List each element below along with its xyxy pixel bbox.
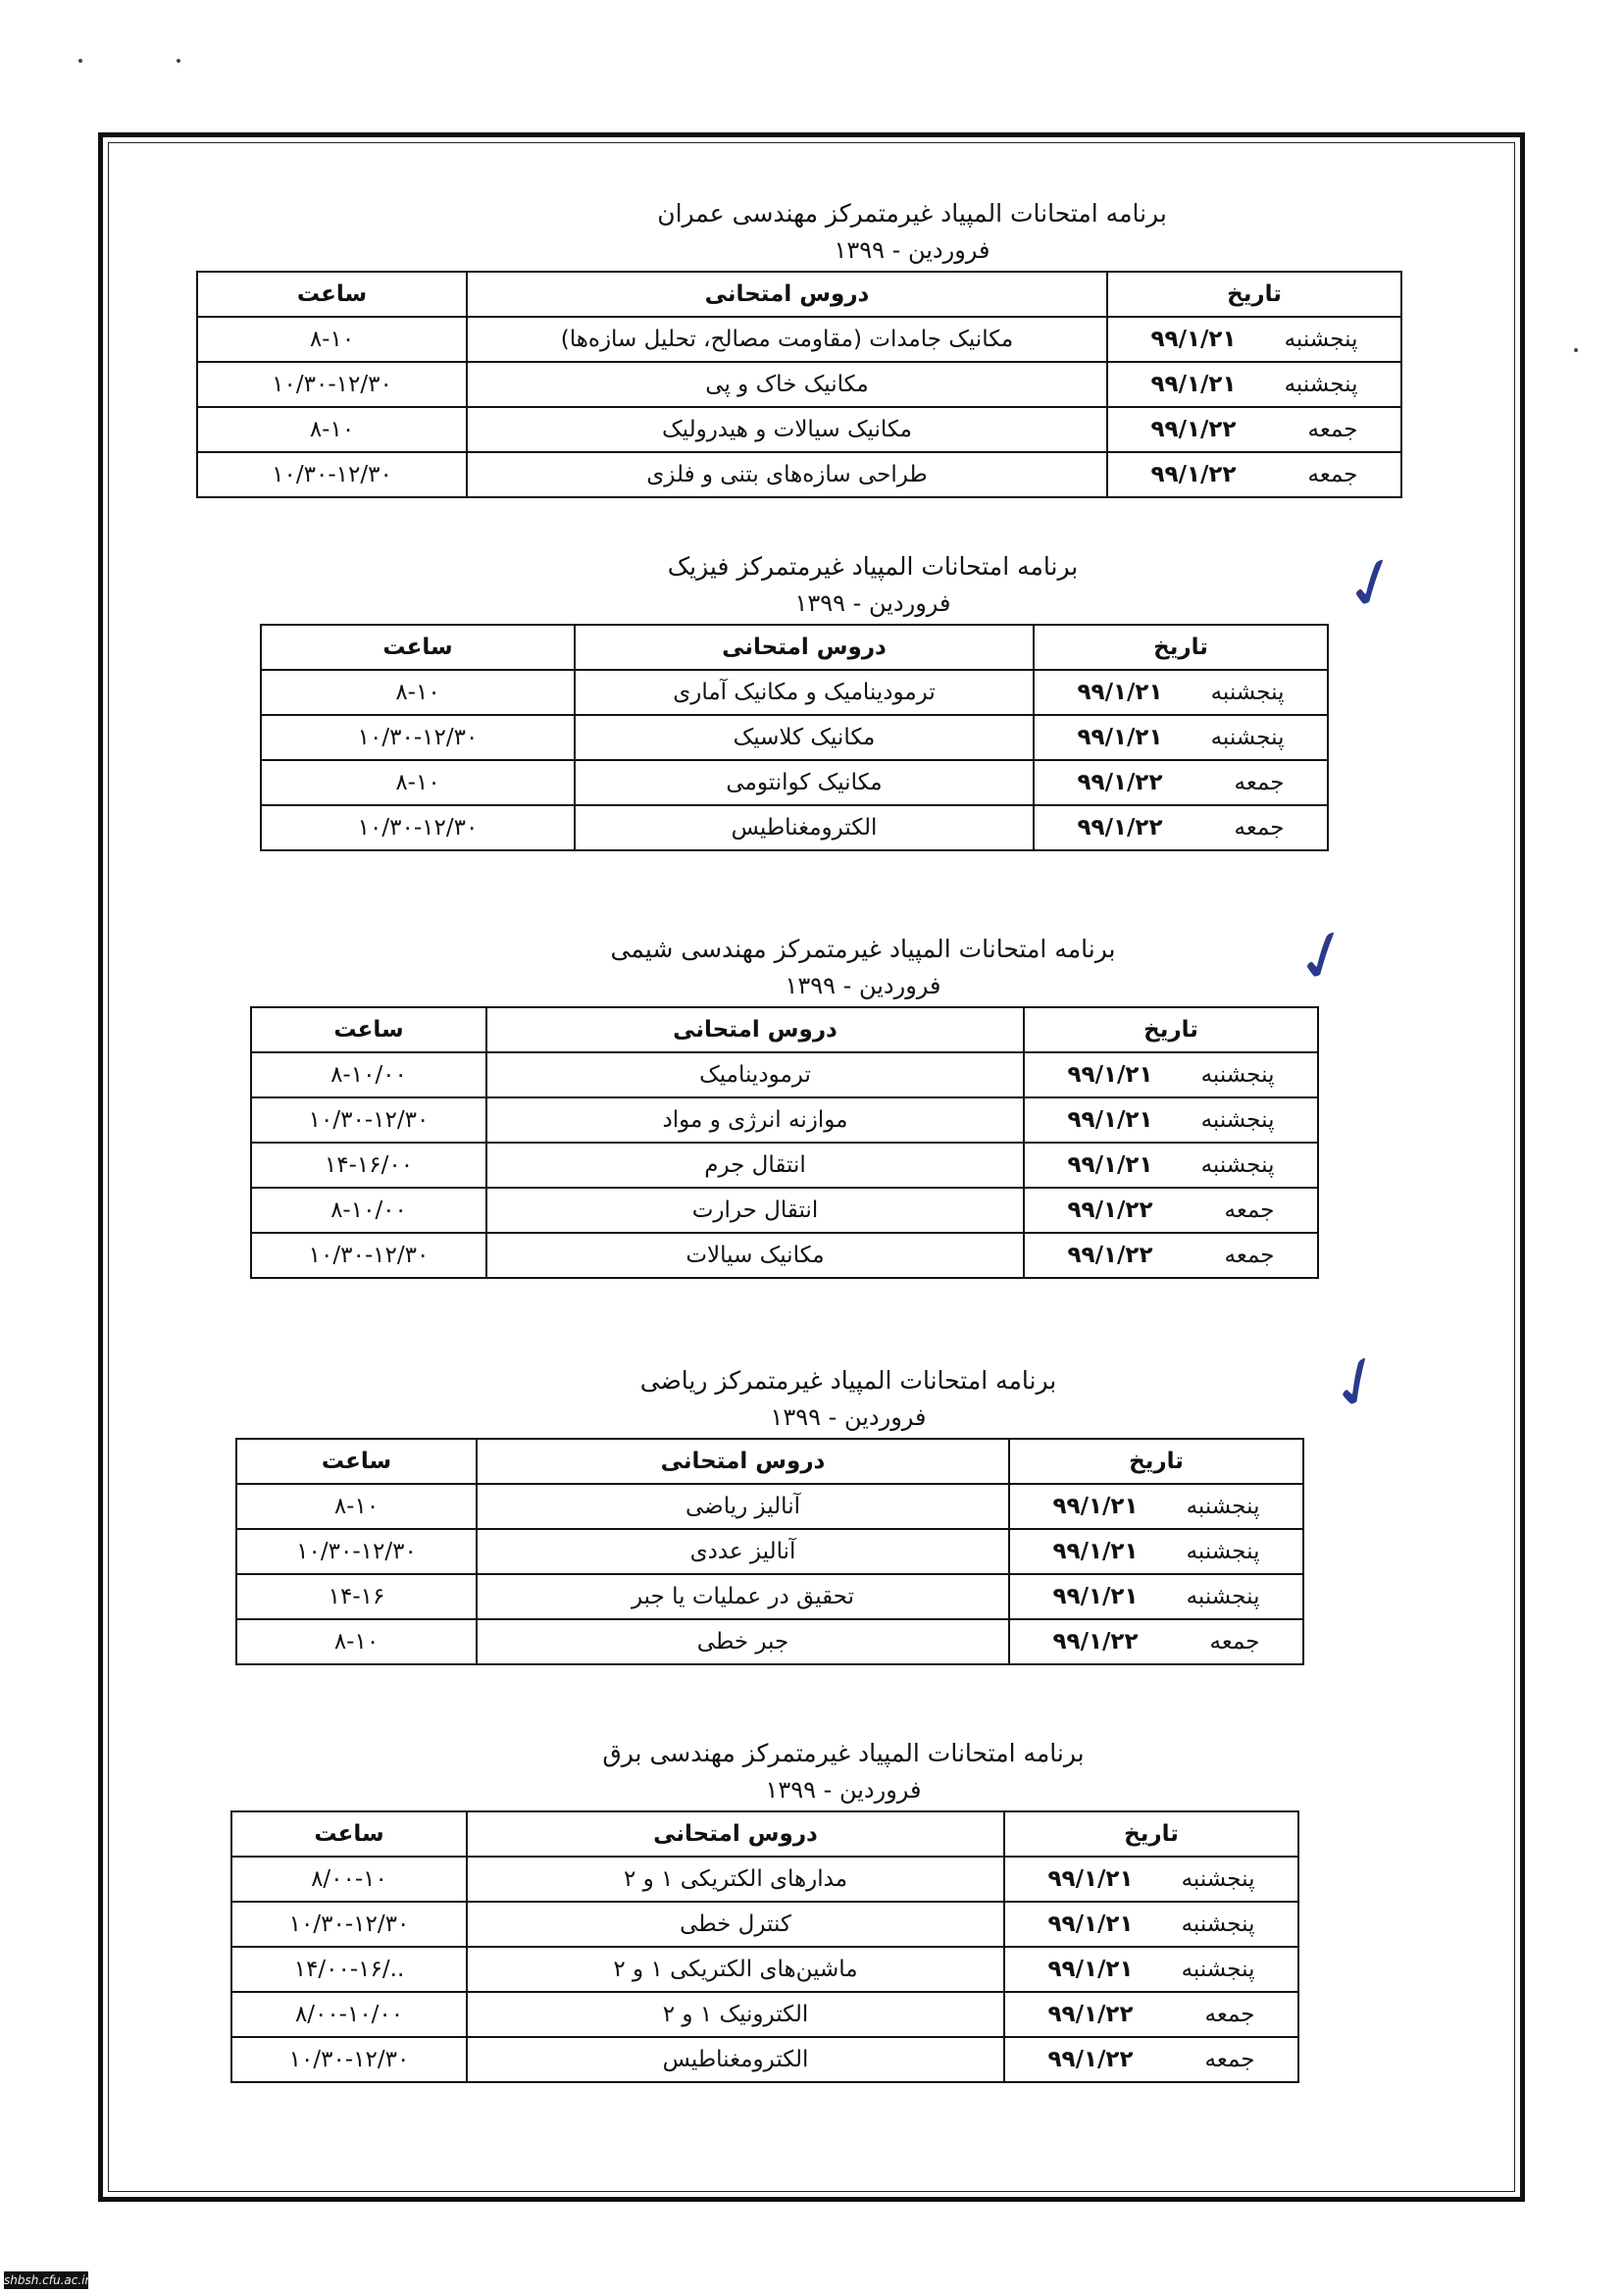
table-row — [261, 805, 1328, 850]
date-value: ۹۹/۱/۲۱ — [1150, 327, 1237, 352]
date-cell — [1107, 362, 1401, 407]
course-cell: مکانیک سیالات و هیدرولیک — [467, 407, 1107, 452]
course-cell: مکانیک جامدات (مقاومت مصالح، تحلیل سازه‌ها) — [467, 317, 1107, 362]
table-row — [231, 1857, 1298, 1902]
table-row — [251, 1188, 1318, 1233]
exam-table — [260, 624, 1329, 851]
day-label: پنجشنبه — [1200, 1107, 1275, 1133]
date-cell — [1107, 452, 1401, 497]
course-cell: الکترومغناطیس — [575, 805, 1034, 850]
day-label: پنجشنبه — [1210, 680, 1285, 705]
course-cell: ماشین‌های الکتریکی ۱ و ۲ — [467, 1947, 1004, 1992]
header-date: تاریخ — [1107, 272, 1401, 317]
section-chemical-engineering — [250, 932, 1319, 1279]
table-row — [231, 1902, 1298, 1947]
table-header-row — [231, 1811, 1298, 1857]
header-time: ساعت — [251, 1007, 486, 1052]
course-cell: مکانیک خاک و پی — [467, 362, 1107, 407]
day-label: پنجشنبه — [1186, 1539, 1260, 1564]
date-value: ۹۹/۱/۲۱ — [1047, 1866, 1134, 1892]
table-row — [231, 1947, 1298, 1992]
time-cell: ۱۰/۳۰-۱۲/۳۰ — [231, 1902, 467, 1947]
date-cell — [1024, 1188, 1318, 1233]
day-label: جمعه — [1204, 2047, 1255, 2072]
course-cell: آنالیز ریاضی — [477, 1484, 1009, 1529]
header-time: ساعت — [236, 1439, 477, 1484]
time-cell: ۸-۱۰/۰۰ — [251, 1188, 486, 1233]
day-label: پنجشنبه — [1284, 372, 1358, 397]
time-cell: ۱۴-۱۶ — [236, 1574, 477, 1619]
time-cell: ۱۴/۰۰-۱۶/.. — [231, 1947, 467, 1992]
scan-speck — [1574, 348, 1578, 352]
date-cell — [1107, 317, 1401, 362]
course-cell: موازنه انرژی و مواد — [486, 1097, 1024, 1143]
exam-table — [235, 1438, 1304, 1665]
course-cell: ترمودینامیک — [486, 1052, 1024, 1097]
section-subtitle: فروردین - ۱۳۹۹ — [794, 589, 951, 617]
exam-table — [250, 1006, 1319, 1279]
table-row — [236, 1619, 1303, 1664]
table-row — [197, 362, 1401, 407]
day-label: پنجشنبه — [1200, 1152, 1275, 1178]
date-cell — [1004, 1902, 1298, 1947]
date-cell — [1024, 1233, 1318, 1278]
date-cell — [1009, 1529, 1303, 1574]
day-label: جمعه — [1307, 462, 1358, 487]
date-cell — [1009, 1619, 1303, 1664]
date-cell — [1024, 1097, 1318, 1143]
date-cell — [1034, 805, 1328, 850]
time-cell: ۸-۱۰ — [261, 760, 575, 805]
date-value: ۹۹/۱/۲۲ — [1067, 1243, 1153, 1268]
date-cell — [1024, 1052, 1318, 1097]
site-watermark: shbsh.cfu.ac.ir — [4, 2273, 90, 2287]
course-cell: مکانیک کوانتومی — [575, 760, 1034, 805]
date-cell — [1009, 1484, 1303, 1529]
time-cell: ۸/۰۰-۱۰ — [231, 1857, 467, 1902]
time-cell: ۱۰/۳۰-۱۲/۳۰ — [261, 805, 575, 850]
day-label: پنجشنبه — [1181, 1866, 1255, 1892]
course-cell: انتقال جرم — [486, 1143, 1024, 1188]
date-cell — [1004, 1947, 1298, 1992]
date-value: ۹۹/۱/۲۲ — [1052, 1629, 1139, 1655]
table-row — [197, 317, 1401, 362]
course-cell: الکترومغناطیس — [467, 2037, 1004, 2082]
day-label: جمعه — [1224, 1243, 1275, 1268]
checkmark-icon: ✓ — [1332, 535, 1412, 632]
exam-table — [196, 271, 1402, 498]
table-row — [236, 1529, 1303, 1574]
date-cell — [1004, 2037, 1298, 2082]
header-course: دروس امتحانی — [486, 1007, 1024, 1052]
date-value: ۹۹/۱/۲۱ — [1052, 1539, 1139, 1564]
table-row — [251, 1233, 1318, 1278]
time-cell: ۸-۱۰ — [197, 317, 467, 362]
header-time: ساعت — [197, 272, 467, 317]
day-label: پنجشنبه — [1181, 1957, 1255, 1982]
time-cell: ۱۰/۳۰-۱۲/۳۰ — [236, 1529, 477, 1574]
day-label: جمعه — [1307, 417, 1358, 442]
time-cell: ۱۰/۳۰-۱۲/۳۰ — [251, 1097, 486, 1143]
checkmark-icon: ✓ — [1283, 908, 1363, 1004]
course-cell: طراحی سازه‌های بتنی و فلزی — [467, 452, 1107, 497]
scan-speck — [78, 59, 82, 63]
time-cell: ۱۴-۱۶/۰۰ — [251, 1143, 486, 1188]
course-cell: تحقیق در عملیات یا جبر — [477, 1574, 1009, 1619]
date-value: ۹۹/۱/۲۱ — [1077, 680, 1163, 705]
section-title: برنامه امتحانات المپیاد غیرمتمرکز فیزیک — [667, 552, 1079, 581]
table-row — [261, 760, 1328, 805]
header-course: دروس امتحانی — [575, 625, 1034, 670]
table-row — [251, 1052, 1318, 1097]
time-cell: ۸-۱۰ — [197, 407, 467, 452]
day-label: پنجشنبه — [1186, 1584, 1260, 1609]
day-label: پنجشنبه — [1186, 1494, 1260, 1519]
day-label: جمعه — [1209, 1629, 1260, 1655]
time-cell: ۸/۰۰-۱۰/۰۰ — [231, 1992, 467, 2037]
date-value: ۹۹/۱/۲۲ — [1077, 815, 1163, 841]
day-label: پنجشنبه — [1200, 1062, 1275, 1088]
header-time: ساعت — [261, 625, 575, 670]
day-label: پنجشنبه — [1210, 725, 1285, 750]
day-label: پنجشنبه — [1284, 327, 1358, 352]
checkmark-icon: ✓ — [1314, 1334, 1401, 1432]
time-cell: ۱۰/۳۰-۱۲/۳۰ — [197, 452, 467, 497]
time-cell: ۱۰/۳۰-۱۲/۳۰ — [197, 362, 467, 407]
date-cell — [1024, 1143, 1318, 1188]
header-course: دروس امتحانی — [467, 1811, 1004, 1857]
time-cell: ۸-۱۰ — [236, 1484, 477, 1529]
section-civil-engineering — [196, 196, 1402, 498]
date-cell — [1107, 407, 1401, 452]
day-label: جمعه — [1224, 1197, 1275, 1223]
date-value: ۹۹/۱/۲۲ — [1150, 417, 1237, 442]
date-value: ۹۹/۱/۲۲ — [1047, 2002, 1134, 2027]
table-row — [236, 1484, 1303, 1529]
section-mathematics — [235, 1363, 1304, 1665]
course-cell: مدارهای الکتریکی ۱ و ۲ — [467, 1857, 1004, 1902]
header-time: ساعت — [231, 1811, 467, 1857]
table-header-row — [261, 625, 1328, 670]
course-cell: مکانیک سیالات — [486, 1233, 1024, 1278]
date-value: ۹۹/۱/۲۱ — [1067, 1152, 1153, 1178]
date-value: ۹۹/۱/۲۲ — [1150, 462, 1237, 487]
section-subtitle: فروردین - ۱۳۹۹ — [834, 236, 990, 264]
section-title: برنامه امتحانات المپیاد غیرمتمرکز مهندسی شیمی — [610, 935, 1116, 963]
date-cell — [1004, 1992, 1298, 2037]
date-value: ۹۹/۱/۲۲ — [1067, 1197, 1153, 1223]
date-value: ۹۹/۱/۲۱ — [1052, 1584, 1139, 1609]
day-label: جمعه — [1234, 815, 1285, 841]
date-value: ۹۹/۱/۲۱ — [1052, 1494, 1139, 1519]
day-label: جمعه — [1234, 770, 1285, 795]
section-subtitle: فروردین - ۱۳۹۹ — [765, 1776, 922, 1804]
date-cell — [1004, 1857, 1298, 1902]
table-header-row — [236, 1439, 1303, 1484]
exam-table — [230, 1810, 1299, 2083]
table-row — [261, 715, 1328, 760]
course-cell: الکترونیک ۱ و ۲ — [467, 1992, 1004, 2037]
time-cell: ۸-۱۰ — [236, 1619, 477, 1664]
table-row — [197, 452, 1401, 497]
course-cell: آنالیز عددی — [477, 1529, 1009, 1574]
header-date: تاریخ — [1009, 1439, 1303, 1484]
date-value: ۹۹/۱/۲۱ — [1047, 1957, 1134, 1982]
date-cell — [1009, 1574, 1303, 1619]
table-header-row — [197, 272, 1401, 317]
section-subtitle: فروردین - ۱۳۹۹ — [785, 972, 941, 999]
date-value: ۹۹/۱/۲۱ — [1077, 725, 1163, 750]
header-date: تاریخ — [1034, 625, 1328, 670]
time-cell: ۱۰/۳۰-۱۲/۳۰ — [231, 2037, 467, 2082]
course-cell: کنترل خطی — [467, 1902, 1004, 1947]
scan-speck — [177, 59, 180, 63]
course-cell: مکانیک کلاسیک — [575, 715, 1034, 760]
section-title: برنامه امتحانات المپیاد غیرمتمرکز ریاضی — [639, 1366, 1057, 1395]
table-header-row — [251, 1007, 1318, 1052]
table-row — [261, 670, 1328, 715]
day-label: پنجشنبه — [1181, 1911, 1255, 1937]
header-date: تاریخ — [1004, 1811, 1298, 1857]
header-course: دروس امتحانی — [467, 272, 1107, 317]
date-cell — [1034, 715, 1328, 760]
section-subtitle: فروردین - ۱۳۹۹ — [770, 1403, 927, 1431]
table-row — [251, 1143, 1318, 1188]
time-cell: ۱۰/۳۰-۱۲/۳۰ — [251, 1233, 486, 1278]
table-row — [231, 2037, 1298, 2082]
date-value: ۹۹/۱/۲۱ — [1150, 372, 1237, 397]
date-cell — [1034, 760, 1328, 805]
date-value: ۹۹/۱/۲۲ — [1077, 770, 1163, 795]
date-value: ۹۹/۱/۲۱ — [1067, 1107, 1153, 1133]
date-cell — [1034, 670, 1328, 715]
table-row — [251, 1097, 1318, 1143]
section-title: برنامه امتحانات المپیاد غیرمتمرکز مهندسی عمران — [657, 199, 1167, 228]
table-row — [231, 1992, 1298, 2037]
section-physics — [260, 549, 1329, 851]
time-cell: ۸-۱۰/۰۰ — [251, 1052, 486, 1097]
section-electrical-engineering — [230, 1736, 1299, 2083]
table-row — [236, 1574, 1303, 1619]
header-date: تاریخ — [1024, 1007, 1318, 1052]
time-cell: ۸-۱۰ — [261, 670, 575, 715]
course-cell: جبر خطی — [477, 1619, 1009, 1664]
header-course: دروس امتحانی — [477, 1439, 1009, 1484]
date-value: ۹۹/۱/۲۱ — [1047, 1911, 1134, 1937]
time-cell: ۱۰/۳۰-۱۲/۳۰ — [261, 715, 575, 760]
day-label: جمعه — [1204, 2002, 1255, 2027]
table-row — [197, 407, 1401, 452]
course-cell: ترمودینامیک و مکانیک آماری — [575, 670, 1034, 715]
section-title: برنامه امتحانات المپیاد غیرمتمرکز مهندسی برق — [602, 1739, 1085, 1767]
course-cell: انتقال حرارت — [486, 1188, 1024, 1233]
date-value: ۹۹/۱/۲۲ — [1047, 2047, 1134, 2072]
date-value: ۹۹/۱/۲۱ — [1067, 1062, 1153, 1088]
